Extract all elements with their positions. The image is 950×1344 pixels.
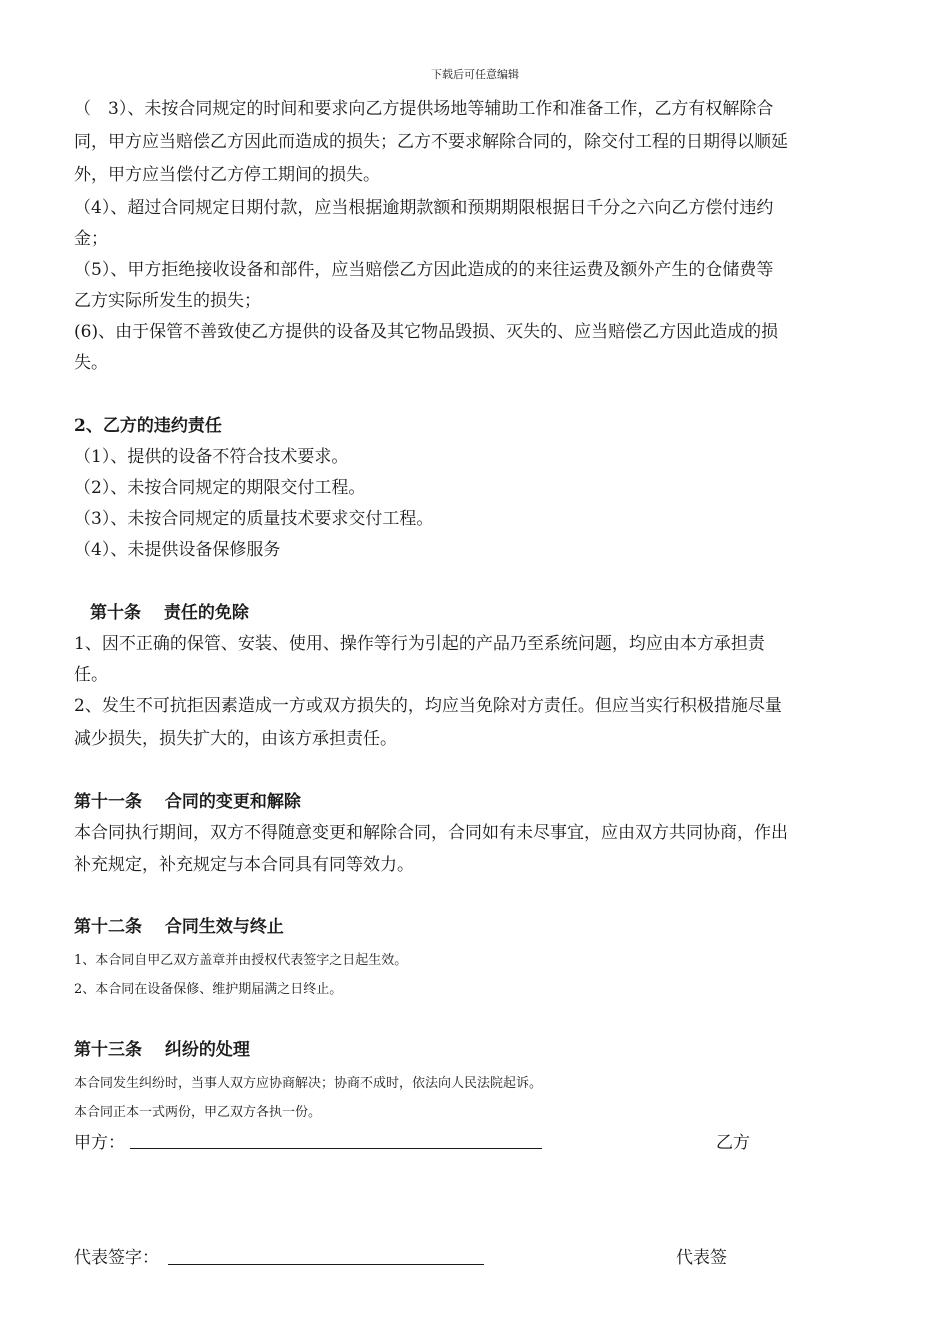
breach-item-5-line-2: 乙方实际所发生的损失； xyxy=(74,291,261,311)
party-b-breach-item: （1）、提供的设备不符合技术要求。 xyxy=(74,447,349,467)
breach-item-3-line-2: 同，甲方应当赔偿乙方因此而造成的损失；乙方不要求解除合同的，除交付工程的日期得以顺延 xyxy=(74,132,788,152)
article-10-p2-line-1: 2、发生不可抗拒因素造成一方或双方损失的，均应当免除对方责任。但应当实行积极措施尽量 xyxy=(74,696,782,716)
article-11-line-2: 补充规定，补充规定与本合同具有同等效力。 xyxy=(74,855,414,875)
party-a-rep-label: 代表签字： xyxy=(74,1248,159,1268)
article-13-heading: 第十三条 纠纷的处理 xyxy=(74,1040,250,1060)
breach-item-4-line-1: （4）、超过合同规定日期付款，应当根据逾期款额和预期期限根据日千分之六向乙方偿付违约 xyxy=(74,198,774,218)
breach-item-6-line-2: 失。 xyxy=(74,353,108,373)
header-note: 下载后可任意编辑 xyxy=(431,68,519,81)
article-10-p1-line-1: 1、因不正确的保管、安装、使用、操作等行为引起的产品乃至系统问题，均应由本方承担责 xyxy=(74,634,765,654)
party-b-rep-label: 代表签 xyxy=(676,1248,727,1268)
article-12-item: 1、本合同自甲乙双方盖章并由授权代表签字之日起生效。 xyxy=(74,953,408,968)
breach-item-6-line-1: (6)、由于保管不善致使乙方提供的设备及其它物品毁损、灭失的、应当赔偿乙方因此造成的损 xyxy=(74,322,779,342)
party-b-breach-item: （4）、未提供设备保修服务 xyxy=(74,540,281,560)
breach-item-3-line-3: 外，甲方应当偿付乙方停工期间的损失。 xyxy=(74,165,380,185)
article-12-heading: 第十二条 合同生效与终止 xyxy=(74,917,284,937)
party-b-breach-heading: 2、乙方的违约责任 xyxy=(74,416,222,436)
party-a-signature-line[interactable] xyxy=(130,1148,542,1149)
article-12-item: 2、本合同在设备保修、维护期届满之日终止。 xyxy=(74,982,343,997)
party-a-label: 甲方： xyxy=(74,1133,125,1153)
article-10-heading: 第十条 责任的免除 xyxy=(90,603,249,623)
article-13-item: 本合同发生纠纷时，当事人双方应协商解决；协商不成时，依法向人民法院起诉。 xyxy=(74,1076,543,1091)
article-10-p2-line-2: 减少损失，损失扩大的，由该方承担责任。 xyxy=(74,729,397,749)
breach-item-5-line-1: （5）、甲方拒绝接收设备和部件，应当赔偿乙方因此造成的的来往运费及额外产生的仓储费等 xyxy=(74,260,774,280)
breach-item-4-line-2: 金； xyxy=(74,229,108,249)
breach-item-3-line-1: （ 3）、未按合同规定的时间和要求向乙方提供场地等辅助工作和准备工作，乙方有权解除合 xyxy=(74,99,774,119)
article-11-line-1: 本合同执行期间，双方不得随意变更和解除合同，合同如有未尽事宜，应由双方共同协商，作出 xyxy=(74,823,788,843)
party-b-label: 乙方 xyxy=(716,1133,750,1153)
party-a-rep-signature-line[interactable] xyxy=(168,1264,484,1265)
article-10-p1-line-2: 任。 xyxy=(74,665,108,685)
party-b-breach-item: （2）、未按合同规定的期限交付工程。 xyxy=(74,478,366,498)
article-11-heading: 第十一条 合同的变更和解除 xyxy=(74,792,301,812)
party-b-breach-item: （3）、未按合同规定的质量技术要求交付工程。 xyxy=(74,509,434,529)
article-13-item: 本合同正本一式两份，甲乙双方各执一份。 xyxy=(74,1105,322,1120)
